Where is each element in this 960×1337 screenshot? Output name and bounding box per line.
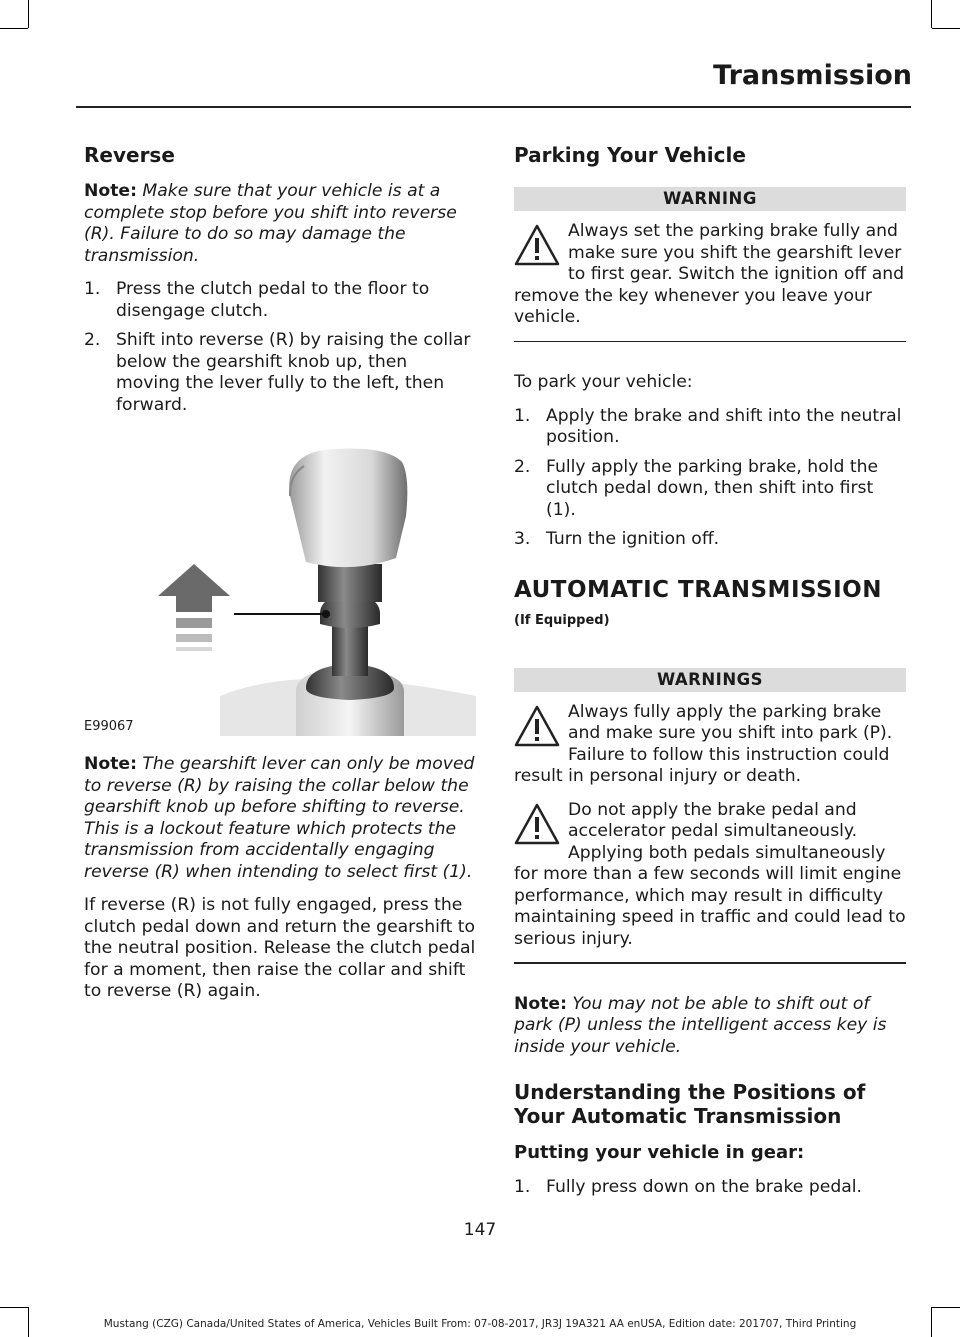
note-label: Note: — [84, 754, 137, 774]
note-lockout — [84, 754, 476, 883]
note-label: Note: — [514, 993, 567, 1014]
note-reverse-stop — [84, 181, 476, 267]
note-text: The gearshift lever can only be moved to reverse (R) by raising the collar below the gearshift knob up before shifting to reverse. This is a lockout feature which protects the transmission from accidentally engaging reverse (R) when intending to select first (1). — [84, 754, 475, 882]
list-item — [84, 279, 476, 322]
footer-text: Mustang (CZG) Canada/United States of America, Vehicles Built From: 07-08-2017, JR3J 19A321 AA enUSA, Edition date: 201707, Third Printing — [103, 1318, 857, 1330]
list-item — [514, 529, 906, 551]
step-text: Press the clutch pedal to the floor to disengage clutch. — [116, 279, 430, 321]
warning-text: Do not apply the brake pedal and accelerator pedal simultaneously. Applying both pedals simultaneously for more than a few seconds will limit engine performance, which may result in difficulty maintaining speed in traffic and could lead to serious injury. — [514, 799, 906, 949]
warning-rule — [514, 341, 906, 343]
crop-mark — [0, 1307, 28, 1308]
crop-mark — [28, 0, 29, 28]
warning-text: Always fully apply the parking brake and make sure you shift into park (P). Failure to follow this instruction could result in personal injury or death. — [514, 701, 893, 786]
step-text: Shift into reverse (R) by raising the collar below the gearshift knob up, then moving the lever fully to the left, then forward. — [116, 330, 471, 415]
step-text: Fully press down on the brake pedal. — [546, 1177, 863, 1197]
warning-text: Always set the parking brake fully and make sure you shift the gearshift lever to first gear. Switch the ignition off and remove the key whenever you leave your vehicle. — [514, 221, 905, 327]
warning-item — [514, 221, 906, 329]
section-heading-reverse: Reverse — [84, 143, 175, 167]
section-heading-parking: Parking Your Vehicle — [514, 143, 746, 167]
step-number: 1. — [84, 279, 101, 299]
warning-header: WARNING — [514, 187, 906, 211]
sub-heading-positions: Understanding the Positions of Your Automatic Transmission — [514, 1080, 866, 1128]
warning-triangle-icon — [514, 802, 560, 846]
reverse-steps — [84, 279, 476, 416]
list-item — [514, 406, 906, 449]
note-text: Make sure that your vehicle is at a complete stop before you shift into reverse (R). Failure to do so may damage the transmission. — [84, 181, 457, 266]
note-text: You may not be able to shift out of park (P) unless the intelligent access key is inside your vehicle. — [514, 993, 887, 1057]
step-number: 1. — [514, 405, 531, 426]
warning-item — [514, 702, 906, 788]
crop-mark — [931, 0, 932, 28]
note-intelligent-key — [514, 994, 906, 1059]
right-column — [514, 143, 906, 1211]
step-text: Turn the ignition off. — [546, 529, 720, 549]
crop-mark — [932, 28, 960, 29]
figure-code: E99067 — [84, 719, 134, 734]
crop-mark — [932, 1307, 960, 1308]
warning-triangle-icon — [514, 704, 560, 748]
warnings-header: WARNINGS — [514, 668, 906, 692]
gearshift-knob-image — [84, 436, 476, 736]
header-rule — [76, 106, 911, 108]
step-number: 2. — [84, 330, 101, 350]
list-item — [514, 1177, 906, 1199]
step-number: 1. — [514, 1177, 531, 1197]
gear-steps — [514, 1177, 906, 1199]
sub-sub-heading-gear: Putting your vehicle in gear: — [514, 1142, 805, 1163]
list-item — [84, 330, 476, 416]
park-steps — [514, 406, 906, 551]
gearshift-illustration — [84, 436, 476, 736]
park-intro: To park your vehicle: — [514, 372, 693, 392]
step-text: Apply the brake and shift into the neutral position. — [546, 405, 902, 447]
step-number: 2. — [514, 456, 531, 477]
page-number: 147 — [463, 1220, 497, 1240]
list-item — [514, 457, 906, 522]
crop-mark — [0, 28, 28, 29]
note-label: Note: — [84, 181, 137, 201]
warnings-rule — [514, 962, 906, 964]
left-column — [84, 143, 476, 1015]
paragraph-reverse-not-engaged: If reverse (R) is not fully engaged, press the clutch pedal down and return the gearshift to the neutral position. Release the clutch pedal for a moment, then raise the collar and shift to reverse (R) again. — [84, 895, 476, 1001]
warning-item — [514, 800, 906, 951]
page-title: Transmission — [713, 60, 912, 91]
step-text: Fully apply the parking brake, hold the clutch pedal down, then shift into first (1). — [546, 456, 879, 520]
step-number: 3. — [514, 529, 531, 549]
section-heading-automatic: AUTOMATIC TRANSMISSION — [514, 576, 882, 603]
warning-triangle-icon — [514, 223, 560, 267]
if-equipped-label: (If Equipped) — [514, 612, 610, 628]
